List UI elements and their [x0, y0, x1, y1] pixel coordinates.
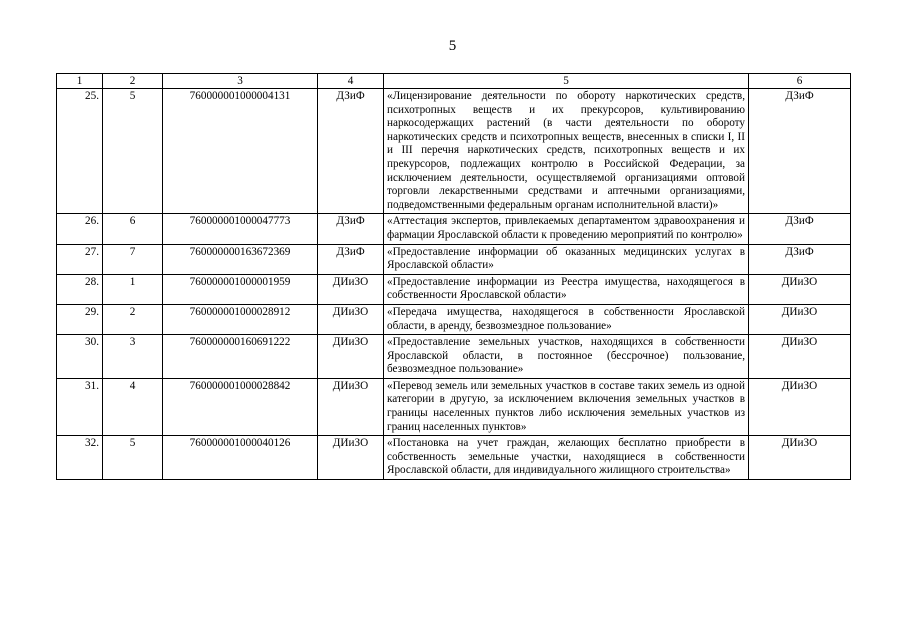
- sub-number-cell: 5: [103, 436, 163, 480]
- table-row: [57, 214, 851, 244]
- department-cell: ДИиЗО: [318, 304, 384, 334]
- responsible-department-cell: ДЗиФ: [749, 214, 851, 244]
- row-number-cell: 27.: [57, 244, 103, 274]
- sub-number-cell: 7: [103, 244, 163, 274]
- table-row: [57, 436, 851, 480]
- responsible-department-cell: ДИиЗО: [749, 335, 851, 379]
- department-cell: ДИиЗО: [318, 436, 384, 480]
- service-code-cell: 760000000163672369: [163, 244, 318, 274]
- sub-number-cell: 6: [103, 214, 163, 244]
- sub-number-cell: 3: [103, 335, 163, 379]
- responsible-department-cell: ДИиЗО: [749, 304, 851, 334]
- service-code-cell: 760000001000047773: [163, 214, 318, 244]
- row-number-cell: 29.: [57, 304, 103, 334]
- service-name-cell: «Предоставление информации об оказанных медицинских услугах в Ярославской области»: [384, 244, 749, 274]
- services-registry-table: [56, 73, 851, 480]
- service-code-cell: 760000001000028912: [163, 304, 318, 334]
- row-number-cell: 26.: [57, 214, 103, 244]
- row-number-cell: 30.: [57, 335, 103, 379]
- sub-number-cell: 4: [103, 378, 163, 435]
- table-row: [57, 89, 851, 214]
- department-cell: ДИиЗО: [318, 274, 384, 304]
- header-col-4: 4: [318, 74, 384, 89]
- header-col-3: 3: [163, 74, 318, 89]
- department-cell: ДЗиФ: [318, 214, 384, 244]
- header-col-6: 6: [749, 74, 851, 89]
- sub-number-cell: 5: [103, 89, 163, 214]
- service-name-cell: «Лицензирование деятельности по обороту наркотических средств, психотропных веществ и их прекурсоров, культивированию наркосодержащих растений (в части деятельности по обороту наркотических средств и психотропных веществ, внесенных в списки I, II и III перечня наркотических средств, психотропных веществ и их прекурсоров, подлежащих контролю в Российской Федерации, за исключением деятельности, осуществляемой организациями оптовой торговли лекарственными средствами и аптечными организациями, подведомственными федеральным органам исполнительной власти)»: [384, 89, 749, 214]
- department-cell: ДИиЗО: [318, 378, 384, 435]
- responsible-department-cell: ДИиЗО: [749, 274, 851, 304]
- header-col-2: 2: [103, 74, 163, 89]
- sub-number-cell: 1: [103, 274, 163, 304]
- service-code-cell: 760000000160691222: [163, 335, 318, 379]
- row-number-cell: 31.: [57, 378, 103, 435]
- page-number: 5: [448, 38, 457, 54]
- service-name-cell: «Аттестация экспертов, привлекаемых департаментом здравоохранения и фармации Ярославской области к проведению мероприятий по контролю»: [384, 214, 749, 244]
- responsible-department-cell: ДИиЗО: [749, 436, 851, 480]
- header-col-1: 1: [57, 74, 103, 89]
- table-row: [57, 244, 851, 274]
- service-code-cell: 760000001000028842: [163, 378, 318, 435]
- responsible-department-cell: ДИиЗО: [749, 378, 851, 435]
- service-name-cell: «Предоставление информации из Реестра имущества, находящегося в собственности Ярославской области»: [384, 274, 749, 304]
- table-row: [57, 304, 851, 334]
- row-number-cell: 25.: [57, 89, 103, 214]
- department-cell: ДЗиФ: [318, 89, 384, 214]
- row-number-cell: 32.: [57, 436, 103, 480]
- table-row: [57, 274, 851, 304]
- department-cell: ДЗиФ: [318, 244, 384, 274]
- sub-number-cell: 2: [103, 304, 163, 334]
- table-row: [57, 335, 851, 379]
- responsible-department-cell: ДЗиФ: [749, 244, 851, 274]
- department-cell: ДИиЗО: [318, 335, 384, 379]
- table-row: [57, 378, 851, 435]
- row-number-cell: 28.: [57, 274, 103, 304]
- service-name-cell: «Передача имущества, находящегося в собственности Ярославской области, в аренду, безвозмездное пользование»: [384, 304, 749, 334]
- service-code-cell: 760000001000040126: [163, 436, 318, 480]
- header-col-5: 5: [384, 74, 749, 89]
- table-header-row: [57, 74, 851, 89]
- service-code-cell: 760000001000004131: [163, 89, 318, 214]
- service-name-cell: «Предоставление земельных участков, находящихся в собственности Ярославской области, в постоянное (бессрочное) пользование, безвозмездное пользование»: [384, 335, 749, 379]
- service-name-cell: «Перевод земель или земельных участков в составе таких земель из одной категории в другую, за исключением включения земельных участков в границы населенных пунктов либо исключения земельных участков из границ населенных пунктов»: [384, 378, 749, 435]
- service-name-cell: «Постановка на учет граждан, желающих бесплатно приобрести в собственность земельные участки, находящиеся в собственности Ярославской области, для индивидуального жилищного строительства»: [384, 436, 749, 480]
- responsible-department-cell: ДЗиФ: [749, 89, 851, 214]
- service-code-cell: 760000001000001959: [163, 274, 318, 304]
